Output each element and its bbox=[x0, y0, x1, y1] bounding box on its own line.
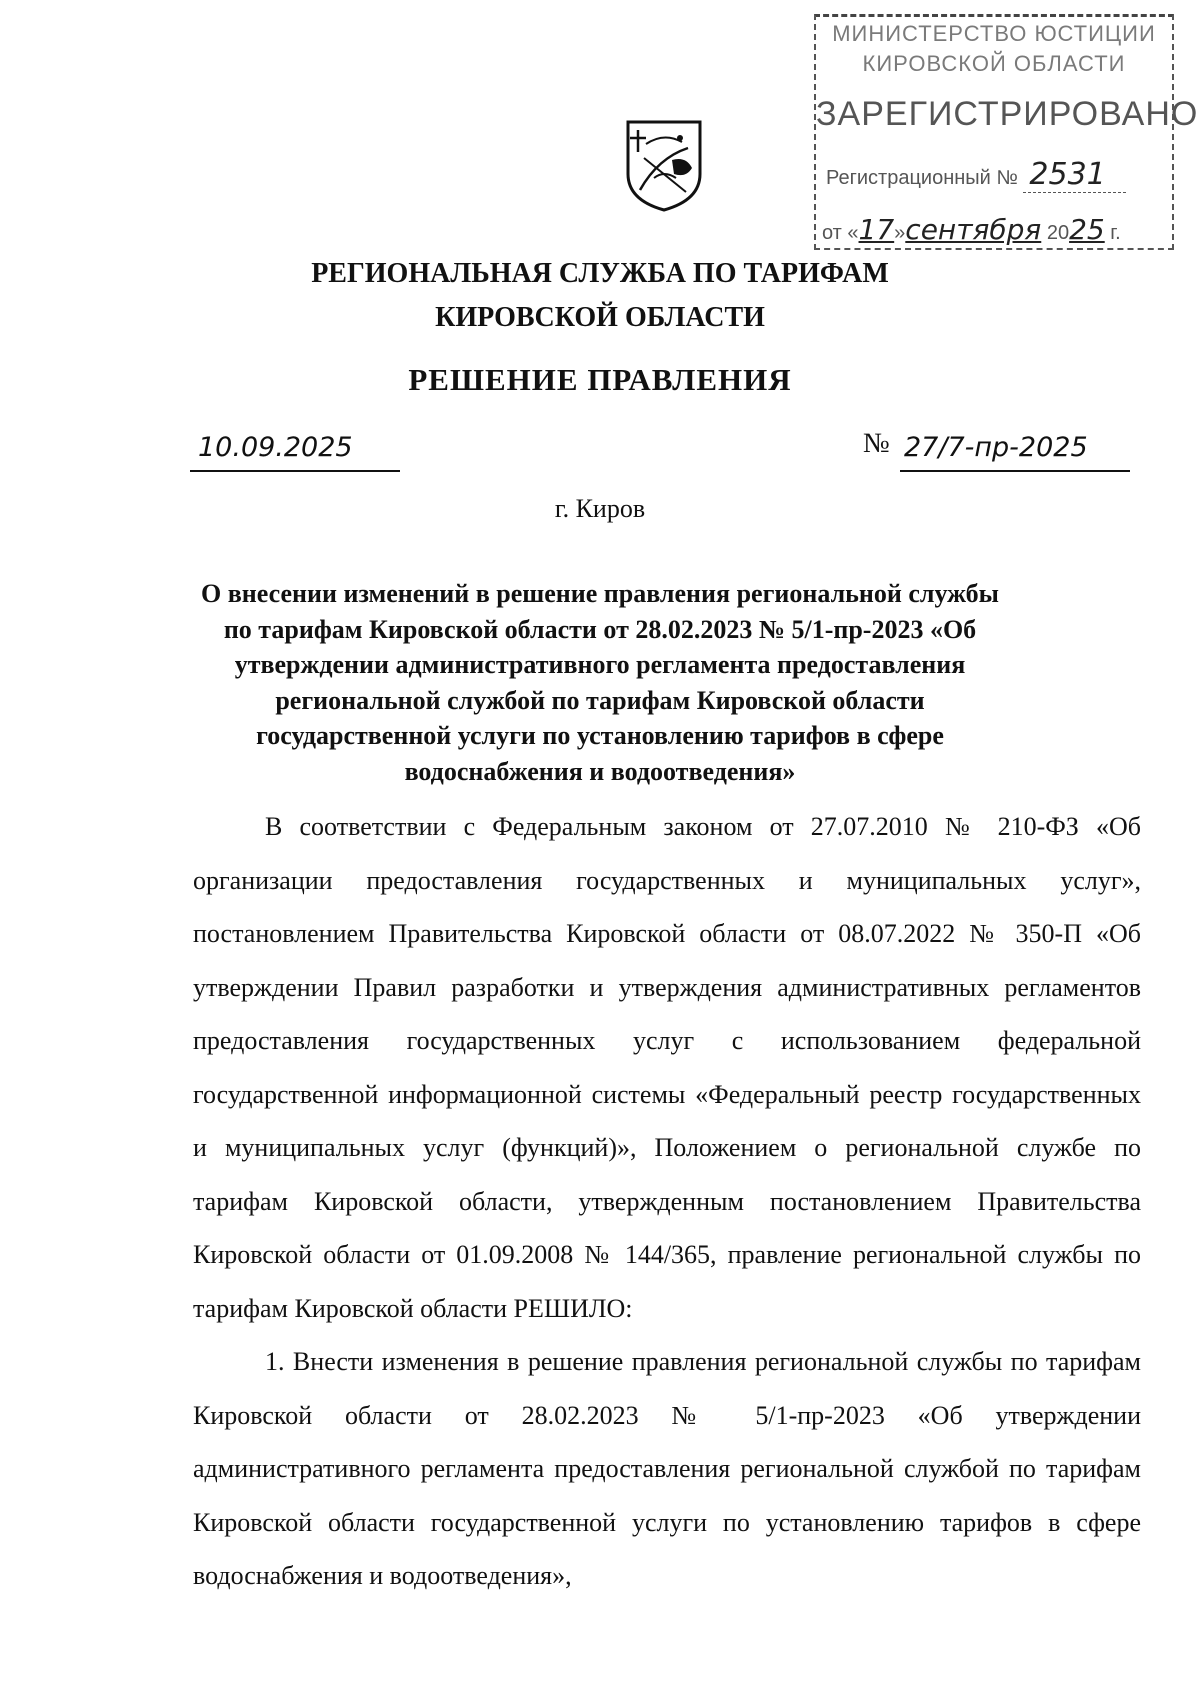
stamp-registration-label: Регистрационный № bbox=[826, 167, 1018, 189]
stamp-ministry-line2: КИРОВСКОЙ ОБЛАСТИ bbox=[862, 51, 1126, 76]
stamp-date-year-prefix: 20 bbox=[1046, 222, 1070, 244]
stamp-date-day: 17 bbox=[858, 213, 895, 246]
preamble-paragraph: В соответствии с Федеральным законом от 27.07.2010 № 210-ФЗ «Об организации предоставления государственных и муниципальных услуг», постановлением Правительства Кировской области от 08.07.2022 № 350-П «Об утверждении Правил разработки и утверждения административных регламентов предоставления государственных услуг с использованием федеральной государственной информационной системы «Федеральный реестр государственных и муниципальных услуг (функций)», Положением о региональной службе по тарифам Кировской области, утвержденным постановлением Правительства Кировской области от 01.09.2008 № 144/365, правление региональной службы по тарифам Кировской области РЕШИЛО: bbox=[193, 812, 1141, 1323]
number-label: № bbox=[863, 428, 890, 459]
city-label: г. Киров bbox=[554, 494, 646, 523]
handwritten-date: 10.09.2025 bbox=[190, 432, 400, 472]
stamp-date-prefix: от « bbox=[822, 222, 859, 244]
stamp-ministry-line1: МИНИСТЕРСТВО ЮСТИЦИИ bbox=[832, 21, 1156, 46]
handwritten-document-number: 27/7-пр-2025 bbox=[900, 432, 1130, 472]
document-subject: О внесении изменений в решение правления региональной службы по тарифам Кировской области от 28.02.2023 № 5/1-пр-2023 «Об утверждении административного регламента предоставления региональной службой по тарифам Кировской области государственной услуги по установлению тарифов в сфере водоснабжения и водоотведения» bbox=[201, 579, 999, 786]
registration-stamp bbox=[814, 14, 1199, 250]
stamp-date-mid: » bbox=[894, 222, 906, 244]
stamp-registration-number: 2531 bbox=[1023, 157, 1125, 193]
coat-of-arms-icon bbox=[624, 118, 704, 214]
stamp-date-year: 25 bbox=[1069, 213, 1105, 246]
stamp-date-row bbox=[822, 213, 1121, 246]
organization-title bbox=[0, 252, 1200, 340]
document-body bbox=[193, 800, 1141, 1603]
stamp-date-suffix: г. bbox=[1110, 222, 1121, 244]
stamp-registered-label: ЗАРЕГИСТРИРОВАНО bbox=[816, 95, 1199, 133]
organization-title-line2: КИРОВСКОЙ ОБЛАСТИ bbox=[435, 302, 765, 333]
item-1-paragraph: 1. Внести изменения в решение правления региональной службы по тарифам Кировской области от 28.02.2023 № 5/1-пр-2023 «Об утверждении административного регламента предоставления региональной службой по тарифам Кировской области государственной услуги по установлению тарифов в сфере водоснабжения и водоотведения», bbox=[193, 1347, 1141, 1590]
stamp-date-month: сентября bbox=[905, 213, 1042, 246]
organization-title-line1: РЕГИОНАЛЬНАЯ СЛУЖБА ПО ТАРИФАМ bbox=[311, 258, 889, 289]
stamp-registration-row bbox=[826, 157, 1126, 192]
document-type-title: РЕШЕНИЕ ПРАВЛЕНИЯ bbox=[408, 362, 792, 397]
